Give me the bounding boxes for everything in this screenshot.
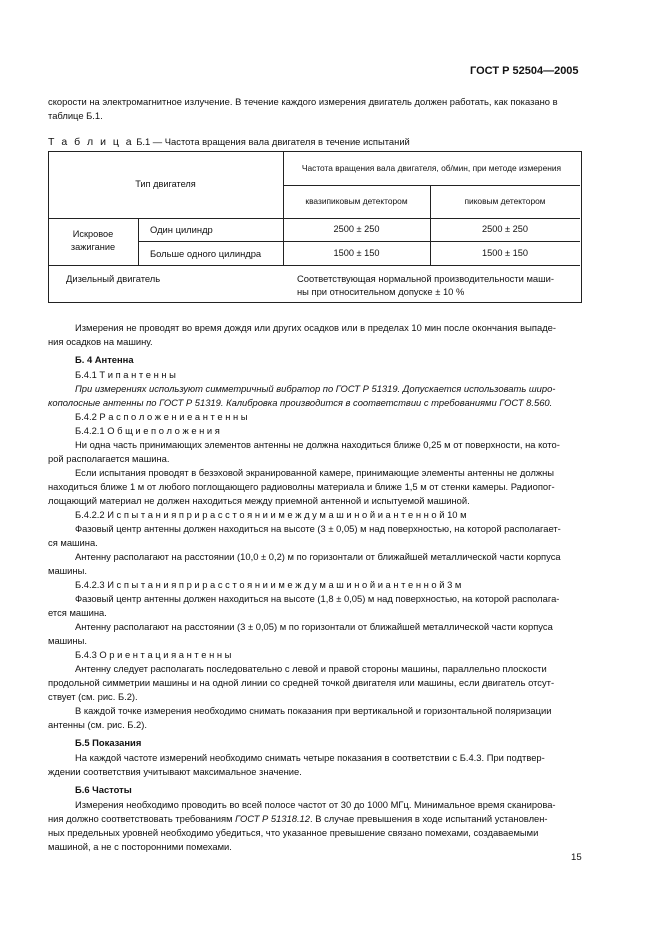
paragraph-line: Антенну следует располагать последовательно с левой и правой стороны машины, параллельно плоскости [75,663,547,674]
intro-line-2: таблице Б.1. [48,110,103,121]
subheader-peak: пиковым детектором [464,196,546,206]
subsection-heading-b43: Б.4.3 О р и е н т а ц и я а н т е н н ы [75,649,232,660]
subheader-quasi-peak: квазипиковым детектором [305,196,408,206]
intro-line-1: скорости на электромагнитное излучение. В течение каждого измерения двигатель должен работать, как показано в [48,96,558,107]
section-heading-b6: Б.6 Частоты [75,784,132,795]
paragraph-line: лощающий материал не должен находиться между приемной антенной и испытуемой машиной. [48,495,470,506]
paragraph-line [48,812,548,826]
table-rule [138,241,580,242]
paragraph-line: ждении соответствия учитывают максимальное значение. [48,766,302,777]
subsection-heading-b422: Б.4.2.2 И с п ы т а н и я п р и р а с с т о я н и и м е ж д у м а ш и н о й и а н т е н н о й 10 м [75,509,467,520]
paragraph-line: кополосные антенны по ГОСТ Р 51319. Калибровка производится в соответствии с требованиями ГОСТ 8.560. [48,397,553,408]
paragraph-line: Антенну располагают на расстоянии (10,0 ± 0,2) м по горизонтали от ближайшей металлической части корпуса [75,551,561,562]
subsection-heading-b423: Б.4.2.3 И с п ы т а н и я п р и р а с с т о я н и и м е ж д у м а ш и н о й и а н т е н н о й 3 м [75,579,462,590]
col-header-engine-type: Тип двигателя [135,179,196,189]
row-diesel-value-1: Соответствующая нормальной производительности маши- [297,273,555,284]
row-one-cylinder-quasi: 2500 ± 250 [333,224,380,234]
row-multi-cylinder-peak: 1500 ± 150 [482,248,528,258]
paragraph-line: Фазовый центр антенны должен находиться на высоте (1,8 ± 0,05) м над поверхностью, на которой располага- [75,593,560,604]
paragraph-line: машины. [48,565,87,576]
paragraph-text: . В случае превышения в ходе испытаний установлен- [310,813,548,824]
paragraph-line: машины. [48,635,87,646]
spark-ignition-label-1: Искровое [72,229,114,239]
table-caption-text: Б.1 — Частота вращения вала двигателя в течение испытаний [136,136,410,147]
col-header-frequency: Частота вращения вала двигателя, об/мин, при методе измерения [301,163,562,173]
paragraph-line: ных предельных уровней необходимо убедиться, что указанное превышение связано помехами, создаваемыми [48,827,539,838]
paragraph-line: Измерения не проводят во время дождя или других осадков или в пределах 10 мин после окончания выпаде- [75,322,556,333]
subsection-heading-b42: Б.4.2 Р а с п о л о ж е н и е а н т е н н ы [75,411,248,422]
paragraph-line: находиться ближе 1 м от любого поглощающего радиоволны материала и ближе 1,5 м от стенки камеры. Радиопог- [48,481,555,492]
paragraph-line: В каждой точке измерения необходимо снимать показания при вертикальной и горизонтальной поляризации [75,705,552,716]
paragraph-line: При измерениях используют симметричный вибратор по ГОСТ Р 51319. Допускается использовать широ- [75,383,556,394]
spark-ignition-label-2: зажигание [70,242,116,252]
paragraph-line: ствует (см. рис. Б.2). [48,691,138,702]
paragraph-line: Если испытания проводят в безэховой экранированной камере, принимающие элементы антенны не должны [75,467,555,478]
section-heading-b4: Б. 4 Антенна [75,354,134,365]
document-header: ГОСТ Р 52504—2005 [470,65,579,77]
table-rule [138,218,139,265]
paragraph-line: Фазовый центр антенны должен находиться на высоте (3 ± 0,05) м над поверхностью, на которой располагает- [75,523,561,534]
paragraph-line: антенны (см. рис. Б.2). [48,719,148,730]
row-multi-cylinder-quasi: 1500 ± 150 [333,248,380,258]
table-caption-label: Т а б л и ц а [48,136,134,148]
row-diesel-value-2: ны при относительном допуске ± 10 % [297,286,465,297]
paragraph-line: рой располагается машина. [48,453,170,464]
row-multi-cylinder-label: Больше одного цилиндра [150,248,262,259]
row-diesel-label: Дизельный двигатель [66,273,161,284]
paragraph-line: продольной симметрии машины и на одной линии со средней точкой двигателя или машины, если двигатель отсут- [48,677,555,688]
standard-reference: ГОСТ Р 51318.12 [235,813,310,824]
paragraph-text: ния должно соответствовать требованиям [48,813,236,824]
paragraph-line: ется машина. [48,607,107,618]
page-number: 15 [571,852,582,863]
paragraph-line: машиной, а не с посторонними помехами. [48,841,232,852]
row-one-cylinder-peak: 2500 ± 250 [482,224,528,234]
paragraph-line: ся машина. [48,537,98,548]
table-rule [48,218,580,219]
paragraph-line: На каждой частоте измерений необходимо снимать четыре показания в соответствии с Б.4.3. При подтвер- [75,752,545,763]
table-caption [48,135,410,149]
table-rule [283,185,580,186]
paragraph-line: Антенну располагают на расстоянии (3 ± 0,05) м по горизонтали от ближайшей металлической части корпуса [75,621,553,632]
subsection-heading-b41: Б.4.1 Т и п а н т е н н ы [75,369,176,380]
paragraph-line: Ни одна часть принимающих элементов антенны не должна находиться ближе 0,25 м от поверхности, на кото- [75,439,560,450]
section-heading-b5: Б.5 Показания [75,737,142,748]
paragraph-line: ния осадков на машину. [48,336,153,347]
paragraph-line: Измерения необходимо проводить во всей полосе частот от 30 до 1000 МГц. Минимальное время сканирова- [75,799,556,810]
row-one-cylinder-label: Один цилиндр [150,224,213,235]
table-rule [48,265,580,266]
subsection-heading-b421: Б.4.2.1 О б щ и е п о л о ж е н и я [75,425,220,436]
